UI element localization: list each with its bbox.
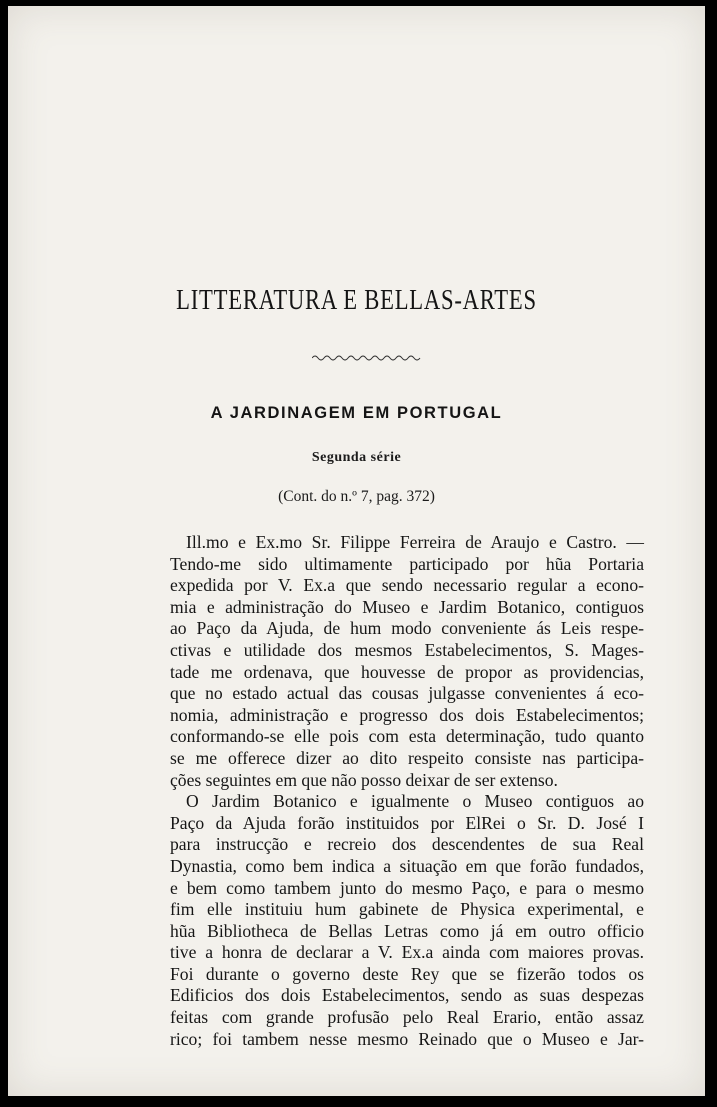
body-line: expedida por V. Ex.a que sendo necessario regular a econo- <box>170 575 644 596</box>
article-subtitle: Segunda série <box>311 450 402 465</box>
body-line: O Jardim Botanico e igualmente o Museo contiguos ao <box>186 791 644 812</box>
continuation-note: (Cont. do n.º 7, pag. 372) <box>278 488 435 505</box>
body-line: para instrucção e recreio dos descendentes de sua Real <box>170 834 644 855</box>
body-line: ao Paço da Ajuda, de hum modo conveniente ás Leis respe- <box>170 618 644 639</box>
body-line: mia e administração do Museo e Jardim Botanico, contiguos <box>170 596 644 617</box>
body-line: conformando-se elle pois com esta determinação, tudo quanto <box>170 726 644 747</box>
body-line: Foi durante o governo deste Rey que se fizerão todos os <box>170 963 644 984</box>
body-line: e bem como tambem junto do mesmo Paço, e para o mesmo <box>170 877 644 898</box>
body-line: feitas com grande profusão pelo Real Erario, então assaz <box>170 1007 644 1028</box>
body-line: hũa Bibliotheca de Bellas Letras como já em outro officio <box>170 920 644 941</box>
body-line: se me offerece dizer ao dito respeito consiste nas participa- <box>170 747 644 768</box>
body-line: tade me ordenava, que houvesse de propor as providencias, <box>170 661 644 682</box>
body-line: Edificios dos dois Estabelecimentos, sendo as suas despezas <box>170 985 644 1006</box>
body-line: ctivas e utilidade dos mesmos Estabelecimentos, S. Mages- <box>170 639 644 660</box>
body-line: Paço da Ajuda forão instituidos por ElRei o Sr. D. José I <box>170 812 644 833</box>
body-line: tive a honra de declarar a V. Ex.a ainda com maiores provas. <box>170 942 644 963</box>
body-line: fim elle instituiu hum gabinete de Physica experimental, e <box>170 899 644 920</box>
article-body <box>170 532 644 1050</box>
body-line: que no estado actual das cousas julgasse convenientes á eco- <box>170 683 644 704</box>
decorative-rule <box>312 352 422 364</box>
body-line: rico; foi tambem nesse mesmo Reinado que o Museo e Jar- <box>170 1028 644 1049</box>
body-line: nomia, administração e progresso dos dois Estabelecimentos; <box>170 704 644 725</box>
body-line: Dynastia, como bem indica a situação em que forão fundados, <box>170 855 644 876</box>
article-title: A JARDINAGEM EM PORTUGAL <box>210 404 503 422</box>
body-line: ções seguintes em que não posso deixar de ser extenso. <box>170 769 558 790</box>
body-line: Ill.mo e Ex.mo Sr. Filippe Ferreira de Araujo e Castro. — <box>186 532 644 552</box>
book-page <box>8 6 705 1096</box>
section-header: LITTERATURA E BELLAS-ARTES <box>176 284 537 316</box>
body-line: Tendo-me sido ultimamente participado por hũa Portaria <box>170 553 644 574</box>
